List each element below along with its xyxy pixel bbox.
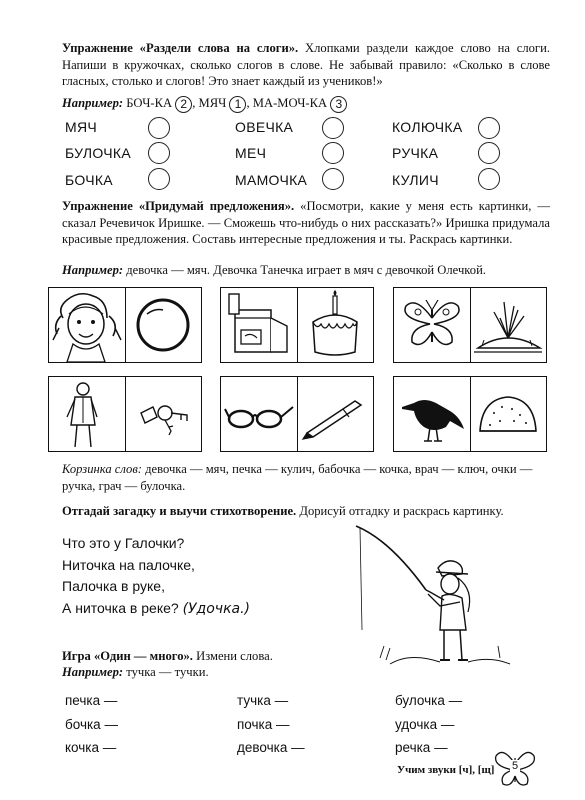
ex1-title: Упражнение «Раздели слова на слоги». <box>62 41 299 55</box>
cake-picture <box>297 288 373 362</box>
ex1-example-count-2: 1 <box>229 96 246 113</box>
syllable-answer-circle[interactable] <box>148 117 170 139</box>
ex1-example-label: Например: <box>62 96 124 110</box>
syllable-word: ОВЕЧКА <box>235 119 294 135</box>
poem-line: А ниточка в реке? <box>62 599 179 616</box>
game-word: девочка — <box>237 740 305 755</box>
game-heading <box>62 648 362 665</box>
riddle-answer: (Удочка.) <box>182 600 251 617</box>
butterfly-icon <box>493 748 537 788</box>
game-column-1 <box>65 689 118 760</box>
game-word: удочка — <box>395 716 455 732</box>
syllable-word: КУЛИЧ <box>392 172 439 188</box>
riddle-title: Отгадай загадку и выучи стихотворение. <box>62 504 297 518</box>
game-text: Измени слова. <box>192 649 273 663</box>
picture-pair-butterfly-hummock <box>393 287 547 363</box>
syllable-word: МАМОЧКА <box>235 172 308 188</box>
ex1-example-count-1: 2 <box>175 96 192 113</box>
riddle-heading <box>62 503 562 520</box>
poem-line: Что это у Галочки? <box>62 535 185 551</box>
picture-pair-rook-bun <box>393 376 547 452</box>
game-word: булочка — <box>395 693 463 708</box>
syllable-answer-circle[interactable] <box>478 117 500 139</box>
ex2-example-line <box>62 262 562 279</box>
game-word: почка — <box>237 716 290 732</box>
basket-text: девочка — мяч, печка — кулич, бабочка — кочка, врач — ключ, очки — ручка, грач — булочка. <box>62 462 533 493</box>
picture-pair-glasses-pen <box>220 376 374 452</box>
keys-picture <box>125 377 201 451</box>
game-title: Игра «Один — много». <box>62 649 193 663</box>
ex2-paragraph <box>62 198 550 248</box>
poem-line: Палочка в руке, <box>62 578 165 594</box>
syllable-answer-circle[interactable] <box>148 142 170 164</box>
ex1-example-word-1: БОЧ-КА <box>126 96 173 110</box>
pen-picture <box>297 377 373 451</box>
glasses-picture <box>221 377 297 451</box>
syllable-word: КОЛЮЧКА <box>392 119 463 135</box>
game-example-label: Например: <box>62 665 124 679</box>
poem-line: Ниточка на палочке, <box>62 556 195 573</box>
ex2-text: «Посмотри, какие у меня есть картинки, — сказал Речевичок Иришке. — Сможешь что-нибудь о них рассказать?» Иришка придумала красивые предложения. Составь интересные предложения и ты. Раскрась картинки. <box>62 199 550 246</box>
game-word: бочка — <box>65 716 118 732</box>
riddle-text: Дорисуй отгадку и раскрась картинку. <box>296 504 504 518</box>
riddle-poem <box>62 533 362 620</box>
syllable-answer-circle[interactable] <box>148 168 170 190</box>
syllable-answer-circle[interactable] <box>322 142 344 164</box>
girl-picture <box>49 288 125 362</box>
bun-picture <box>470 377 546 451</box>
hummock-picture <box>470 288 546 362</box>
syllable-answer-circle[interactable] <box>478 168 500 190</box>
game-example-line <box>62 664 362 681</box>
ex2-example-text: девочка — мяч. Девочка Танечка играет в мяч с девочкой Олечкой. <box>123 263 486 277</box>
syllable-word: МЕЧ <box>235 145 267 161</box>
stove-picture <box>221 288 297 362</box>
page-number: 5 <box>511 760 519 772</box>
ball-picture <box>125 288 201 362</box>
game-example-text: тучка — тучки. <box>123 665 209 679</box>
fishing-girl-picture <box>350 520 530 670</box>
rook-picture <box>394 377 470 451</box>
ex2-example-label: Например: <box>62 263 124 277</box>
picture-pair-girl-ball <box>48 287 202 363</box>
syllable-word: РУЧКА <box>392 145 439 161</box>
basket-label: Корзинка слов: <box>62 462 142 476</box>
word-basket <box>62 461 550 494</box>
picture-pair-doctor-keys <box>48 376 202 452</box>
game-word: печка — <box>65 693 118 708</box>
game-column-3 <box>395 689 462 760</box>
butterfly-picture <box>394 288 470 362</box>
ex1-example-word-3: МА-МОЧ-КА <box>252 96 328 110</box>
footer-topic: Учим звуки [ч], [щ] <box>397 764 495 776</box>
doctor-picture <box>49 377 125 451</box>
ex1-paragraph <box>62 40 550 90</box>
syllable-answer-circle[interactable] <box>322 117 344 139</box>
syllable-word: БОЧКА <box>65 172 113 188</box>
game-word: тучка — <box>237 693 289 708</box>
game-column-2 <box>237 689 305 760</box>
ex1-example-count-3: 3 <box>330 96 347 113</box>
syllable-answer-circle[interactable] <box>478 142 500 164</box>
ex2-title: Упражнение «Придумай предложения». <box>62 199 295 213</box>
game-word: речка — <box>395 740 448 755</box>
picture-pair-stove-cake <box>220 287 374 363</box>
game-word: кочка — <box>65 740 117 755</box>
syllable-answer-circle[interactable] <box>322 168 344 190</box>
syllable-word: БУЛОЧКА <box>65 145 131 161</box>
ex1-example-line: Например: БОЧ-КА 2 , МЯЧ 1 , МА-МОЧ-КА 3 <box>62 95 550 113</box>
ex1-text: Хлопками раздели каждое слово на слоги. Напиши в кружочках, сколько слогов в слове. Не забывай правило: «Сколько в слове гласных, столько и слогов! Это знает каждый из учеников!» <box>62 41 550 88</box>
syllable-word: МЯЧ <box>65 119 98 135</box>
ex1-example-word-2: МЯЧ <box>198 96 227 110</box>
